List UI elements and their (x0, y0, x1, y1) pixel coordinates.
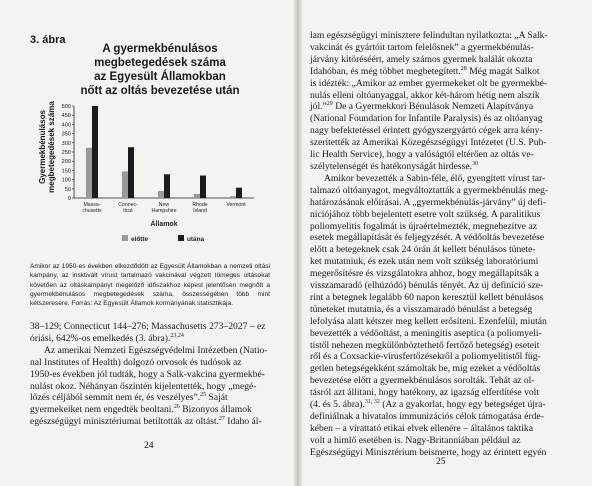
text-line-content: határozásának előírásai. A „gyermekbénulás-járvány” új defi- (310, 196, 547, 208)
chart-title-line: az Egyesült Államokban (94, 71, 226, 83)
text-line-content: Az amerikai Nemzeti Egészségvédelmi Intézetben (Natio- (44, 344, 268, 356)
footnote-ref: 30 (471, 160, 478, 167)
text-line-content: esetek megállapítását és feljegyzését. A védőoltás bevezetése (310, 232, 545, 244)
y-tick-label: 150 (61, 168, 71, 175)
bar-after (200, 176, 206, 198)
text-line (310, 399, 572, 411)
y-axis-label-line: Gyermekbénulásos (38, 110, 47, 184)
left-body-text (30, 321, 276, 428)
footnote-ref: 27 (218, 416, 225, 423)
text-line-content: definiálnak a hivatalos immunizációs célok támogatása érde- (310, 411, 544, 422)
bar-before (230, 196, 236, 198)
text-line-content: ről és a Coxsackie-vírusfertőzésekről a poliomyelitistől füg- (310, 351, 541, 363)
text-line-content: tistől nehezen megkülönböztethető fertőző betegség) eseteit (310, 339, 540, 351)
text-line (310, 161, 572, 173)
chart-title-line: A gyermekbénulásos (102, 43, 218, 55)
x-tick-label: ticut (123, 208, 133, 215)
text-line (310, 292, 572, 304)
text-line-content: poliomyelitis fogalmát is újraértelmezték, megnehezítve az (310, 220, 537, 232)
y-tick-label: 100 (61, 177, 71, 184)
text-line (310, 363, 572, 375)
text-line-content: Egészségügyi Minisztérium beismerte, hogy az érintett egyén (310, 446, 547, 458)
text-line-content: nal Institutes of Health) dolgozó orvosok és tudósok az (30, 356, 242, 368)
bar-before (86, 148, 92, 198)
text-line (310, 375, 572, 387)
text-line (310, 137, 572, 149)
text-line-content: Amikor bevezették a Sabin-féle, élő, gyengített vírust tar- (324, 172, 546, 184)
bar-after (236, 188, 242, 198)
text-line (310, 66, 572, 78)
text-line-content: ket mutatniuk, és ezek után nem volt szükség laboratóriumi (310, 256, 539, 268)
text-line-content: 1950-es években jól tudták, hogy a Salk-vakcina gyermekbé- (30, 368, 265, 380)
text-line (30, 357, 276, 369)
text-line-content: níciójához több bejelentett esetre volt szükség. A paralitikus (310, 208, 541, 220)
text-line (310, 30, 572, 42)
book-gutter (294, 0, 302, 486)
text-line (30, 321, 276, 333)
text-line-tail: Saját (206, 392, 228, 404)
x-tick-label: Island (193, 208, 207, 215)
bar-before (194, 194, 200, 198)
text-line-content: Idahóban, és még többet megbetegített. (310, 65, 461, 77)
footnote-ref: 31, 32 (364, 398, 380, 405)
bar-before (158, 191, 164, 198)
x-tick-label: Connec- (118, 202, 138, 208)
figure-label: 3. ábra (30, 34, 66, 46)
page-number-left: 24 (144, 440, 154, 451)
text-line-content: tásról azt állítani, hogy hatékony, az igazság elferdítése volt (310, 387, 540, 399)
text-line-tail: Idaho ál- (224, 416, 262, 428)
legend-swatch (122, 235, 128, 241)
x-tick-label: Massa- (83, 202, 101, 208)
legend-swatch (178, 235, 184, 241)
text-line-content: getlen betegségekként számoltak be, míg ezeket a védőoltás (310, 363, 541, 375)
text-line-content: lic Health Service), hogy a valóságtól eltérően az oltás ve- (310, 149, 534, 161)
text-line (310, 435, 572, 447)
text-line (310, 113, 572, 125)
text-line-tail: Bizonyos államok (179, 404, 252, 416)
bar-after (128, 147, 134, 198)
text-line (30, 381, 276, 393)
text-line (310, 256, 572, 268)
text-line-content: bevezették a védőoltást, a meningitis aseptica (a poliomyeli- (310, 327, 542, 339)
text-line (310, 328, 572, 340)
text-line-content: nulás elleni oltóanyaggal, akkor két-három hétig nem alszik (310, 89, 540, 101)
y-tick-label: 200 (61, 159, 71, 166)
y-tick-label: 350 (61, 131, 71, 138)
text-line-content: 38–129; Connecticut 144–276; Massachusetts 273–2027 – ez (30, 321, 266, 332)
text-line (310, 423, 572, 435)
text-line-content: járvány kitöréséért, amely számos gyermek halálát okozta (310, 53, 533, 65)
figure-caption: Amikor az 1950-es években elkezdődött az Egyesült Államokban a nemzeti oltási kampány, az insktivált vírust tartalmazó vakcinával végzett tömeges oltásokat követően az oltáskampányt megelőző időszakhoz képest jelentősen megnőtt a gyermekbénulásos megbetegedések száma, összességében több mint kétszeresére. Forrás: Az Egyesült Államok kormányának statisztikája. (30, 263, 270, 308)
text-line-content: szélytelenségét és hatékonyságát hirdesse. (310, 160, 472, 172)
text-line (310, 280, 572, 292)
text-line (30, 333, 276, 345)
x-tick-label: New (158, 202, 170, 208)
text-line-content: visszamaradó (elhúzódó) bénulás tényét. Az új definíció sze- (310, 280, 544, 292)
text-line-content: nulást okoz. Néhányan őszintén kijelentették, hogy „megé- (30, 380, 257, 392)
text-line-content: tüneteket mutatnia, és a visszamaradó bénulást a betegség (310, 303, 533, 315)
text-line (310, 340, 572, 352)
text-line (30, 404, 276, 416)
footnote-ref: 29 (326, 101, 333, 108)
text-line (310, 411, 572, 423)
text-line-content: bevezetése előtt a gyermekbénulásos sorolták. Tehát az ol- (310, 375, 535, 387)
text-line (310, 185, 572, 197)
left-page (0, 0, 294, 486)
x-tick-label: Rhode (192, 202, 208, 208)
text-line (310, 221, 572, 233)
text-line-content: egészségügyi minisztériumai betiltották az oltást. (30, 416, 219, 428)
legend-label: utána (187, 236, 205, 243)
text-line-content: megerősítésre és vizsgálatokra ahhoz, hogy megállapítsák a (310, 268, 539, 280)
y-tick-label: 500 (61, 104, 71, 110)
y-tick-label: 250 (61, 150, 71, 156)
chart-title-line: megbetegedések száma (94, 57, 226, 69)
bar-before (122, 172, 128, 198)
right-body-text (310, 30, 572, 459)
y-tick-label: 50 (64, 186, 71, 193)
text-line-content: volt a himlő esetében is. Nagy-Britanniában például az (310, 434, 521, 446)
text-line-content: lam egészségügyi minisztere felindultan nyilatkozta: „A Salk- (310, 30, 548, 41)
text-line-content: talmazó oltóanyagot, megváltoztatták a gyermekbénulás meg- (310, 184, 549, 196)
text-line-content: nagy befektetéssel érintett gyógyszergyártó cégek arra kény- (310, 125, 543, 137)
y-tick-label: 450 (61, 113, 71, 120)
text-line-content: (4. és 5. ábra). (310, 399, 365, 411)
text-line (30, 345, 276, 357)
footnote-ref: 25 (200, 392, 207, 399)
text-line-content: óriási, 642%-os emelkedés (3. ábra). (30, 332, 171, 344)
text-line (310, 209, 572, 221)
bar-after (92, 106, 98, 198)
bar-after (164, 174, 170, 198)
chart-y-axis-label (38, 92, 56, 202)
text-line (310, 125, 572, 137)
y-tick-label: 400 (61, 122, 71, 129)
text-line-content: jól.” (310, 101, 327, 113)
text-line (310, 268, 572, 280)
text-line-tail: Még magát Salkot (466, 65, 540, 77)
x-tick-label: Vermont (226, 202, 246, 208)
text-line (310, 78, 572, 90)
text-line (310, 149, 572, 161)
text-line-content: lőzés céljából semmit nem ér, és veszélyes”. (30, 392, 201, 404)
legend-label: előtte (131, 236, 149, 243)
right-page (302, 0, 592, 486)
text-line (310, 244, 572, 256)
text-line (310, 387, 572, 399)
footnote-ref: 26 (173, 404, 180, 411)
text-line (310, 173, 572, 185)
text-line-content: előtt a betegeknek csak 24 órán át kellett bénulásos tünete- (310, 244, 536, 256)
bar-chart (58, 102, 278, 252)
text-line (310, 90, 572, 102)
y-tick-label: 300 (61, 140, 71, 147)
x-tick-label: chusetts (82, 208, 102, 215)
text-line-content: kében – a virattató etikai elvek ellenére – általános taktika (310, 422, 533, 434)
chart-title-line: nőtt az oltás bevezetése után (80, 85, 240, 97)
text-line (310, 304, 572, 316)
text-line-content: rint a betegnek legalább 60 napon keresztül kellett bénulásos (310, 291, 544, 303)
text-line-content: vakcinát és gyártóit tartom felelősnek” a gyermekbénulás- (310, 41, 534, 53)
text-line (310, 42, 572, 54)
text-line (310, 316, 572, 328)
y-axis-label-line: megbetegedések száma (47, 101, 56, 193)
text-line-content: is idézték: „Amikor az ember gyermekeket olt be gyermekbé- (310, 77, 548, 89)
text-line (310, 351, 572, 363)
text-line (310, 232, 572, 244)
footnote-ref: 23,24 (170, 332, 184, 339)
text-line-content: lefolyása alatt kétszer meg kellett erősíteni. Ezenfelül, miután (310, 315, 547, 327)
text-line (30, 369, 276, 381)
text-line (30, 416, 276, 428)
chart-title (60, 42, 260, 98)
text-line (30, 392, 276, 404)
text-line (310, 197, 572, 209)
text-line-content: gyermekeiket nem engedték beoltani. (30, 404, 174, 416)
x-axis-label: Államok (150, 221, 178, 228)
text-line-tail: (Az a gyakorlat, hogy egy betegséget újra- (379, 399, 546, 411)
text-line (310, 101, 572, 113)
x-tick-label: Hampshire (151, 208, 177, 215)
text-line-tail: De a Gyermekkori Bénulások Nemzeti Alapítványa (332, 101, 534, 113)
text-line (310, 54, 572, 66)
text-line-content: szerítették az Amerikai Közegészségügyi Intézetet (U.S. Pub- (310, 137, 547, 149)
footnote-ref: 28 (460, 65, 467, 72)
page-number-right: 25 (436, 456, 446, 467)
y-tick-label: 0 (67, 196, 71, 202)
text-line-content: (National Foundation for Infantile Paralysis) és az oltóanyag (310, 113, 543, 125)
